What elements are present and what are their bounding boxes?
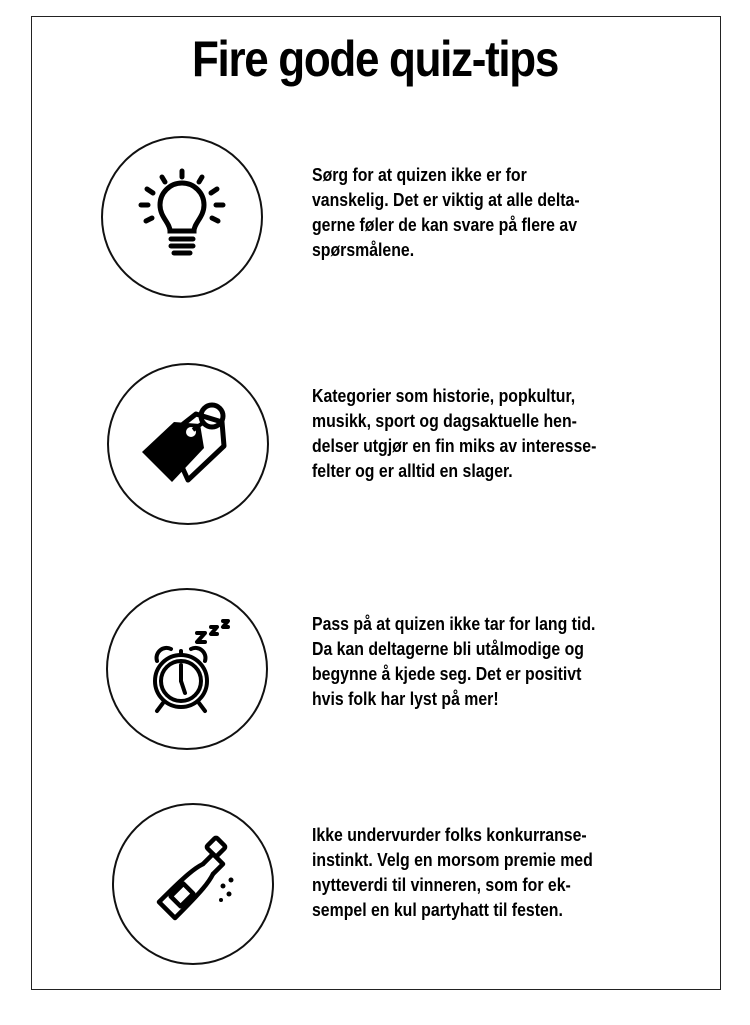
page-title: Fire gode quiz-tips [191, 31, 559, 87]
tip-4-icon-circle [112, 803, 274, 965]
tip-2-text: Kategorier som historie, popkultur, musikk, sport og dagsaktuelle hen- delser utgjør en fin miks av interesse- felter og er alltid en slager. [312, 386, 597, 481]
tip-3-icon-circle [106, 588, 268, 750]
tip-2-icon-circle [107, 363, 269, 525]
champagne-bottle-icon [143, 834, 243, 934]
price-tag-icon [138, 394, 238, 494]
alarm-clock-icon [137, 619, 237, 719]
tip-1-icon-circle [101, 136, 263, 298]
tip-1-text: Sørg for at quizen ikke er for vanskelig. Det er viktig at alle delta- gerne føler de kan svare på flere av spørsmålene. [312, 165, 580, 260]
lightbulb-icon [132, 167, 232, 267]
tip-4-text: Ikke undervurder folks konkurranse- instinkt. Velg en morsom premie med nytteverdi til vinneren, som for ek- sempel en kul partyhatt til festen. [312, 825, 593, 920]
tip-3-text: Pass på at quizen ikke tar for lang tid. Da kan deltagerne bli utålmodige og begynne å kjede seg. Det er positivt hvis folk har lyst på mer! [312, 614, 596, 709]
